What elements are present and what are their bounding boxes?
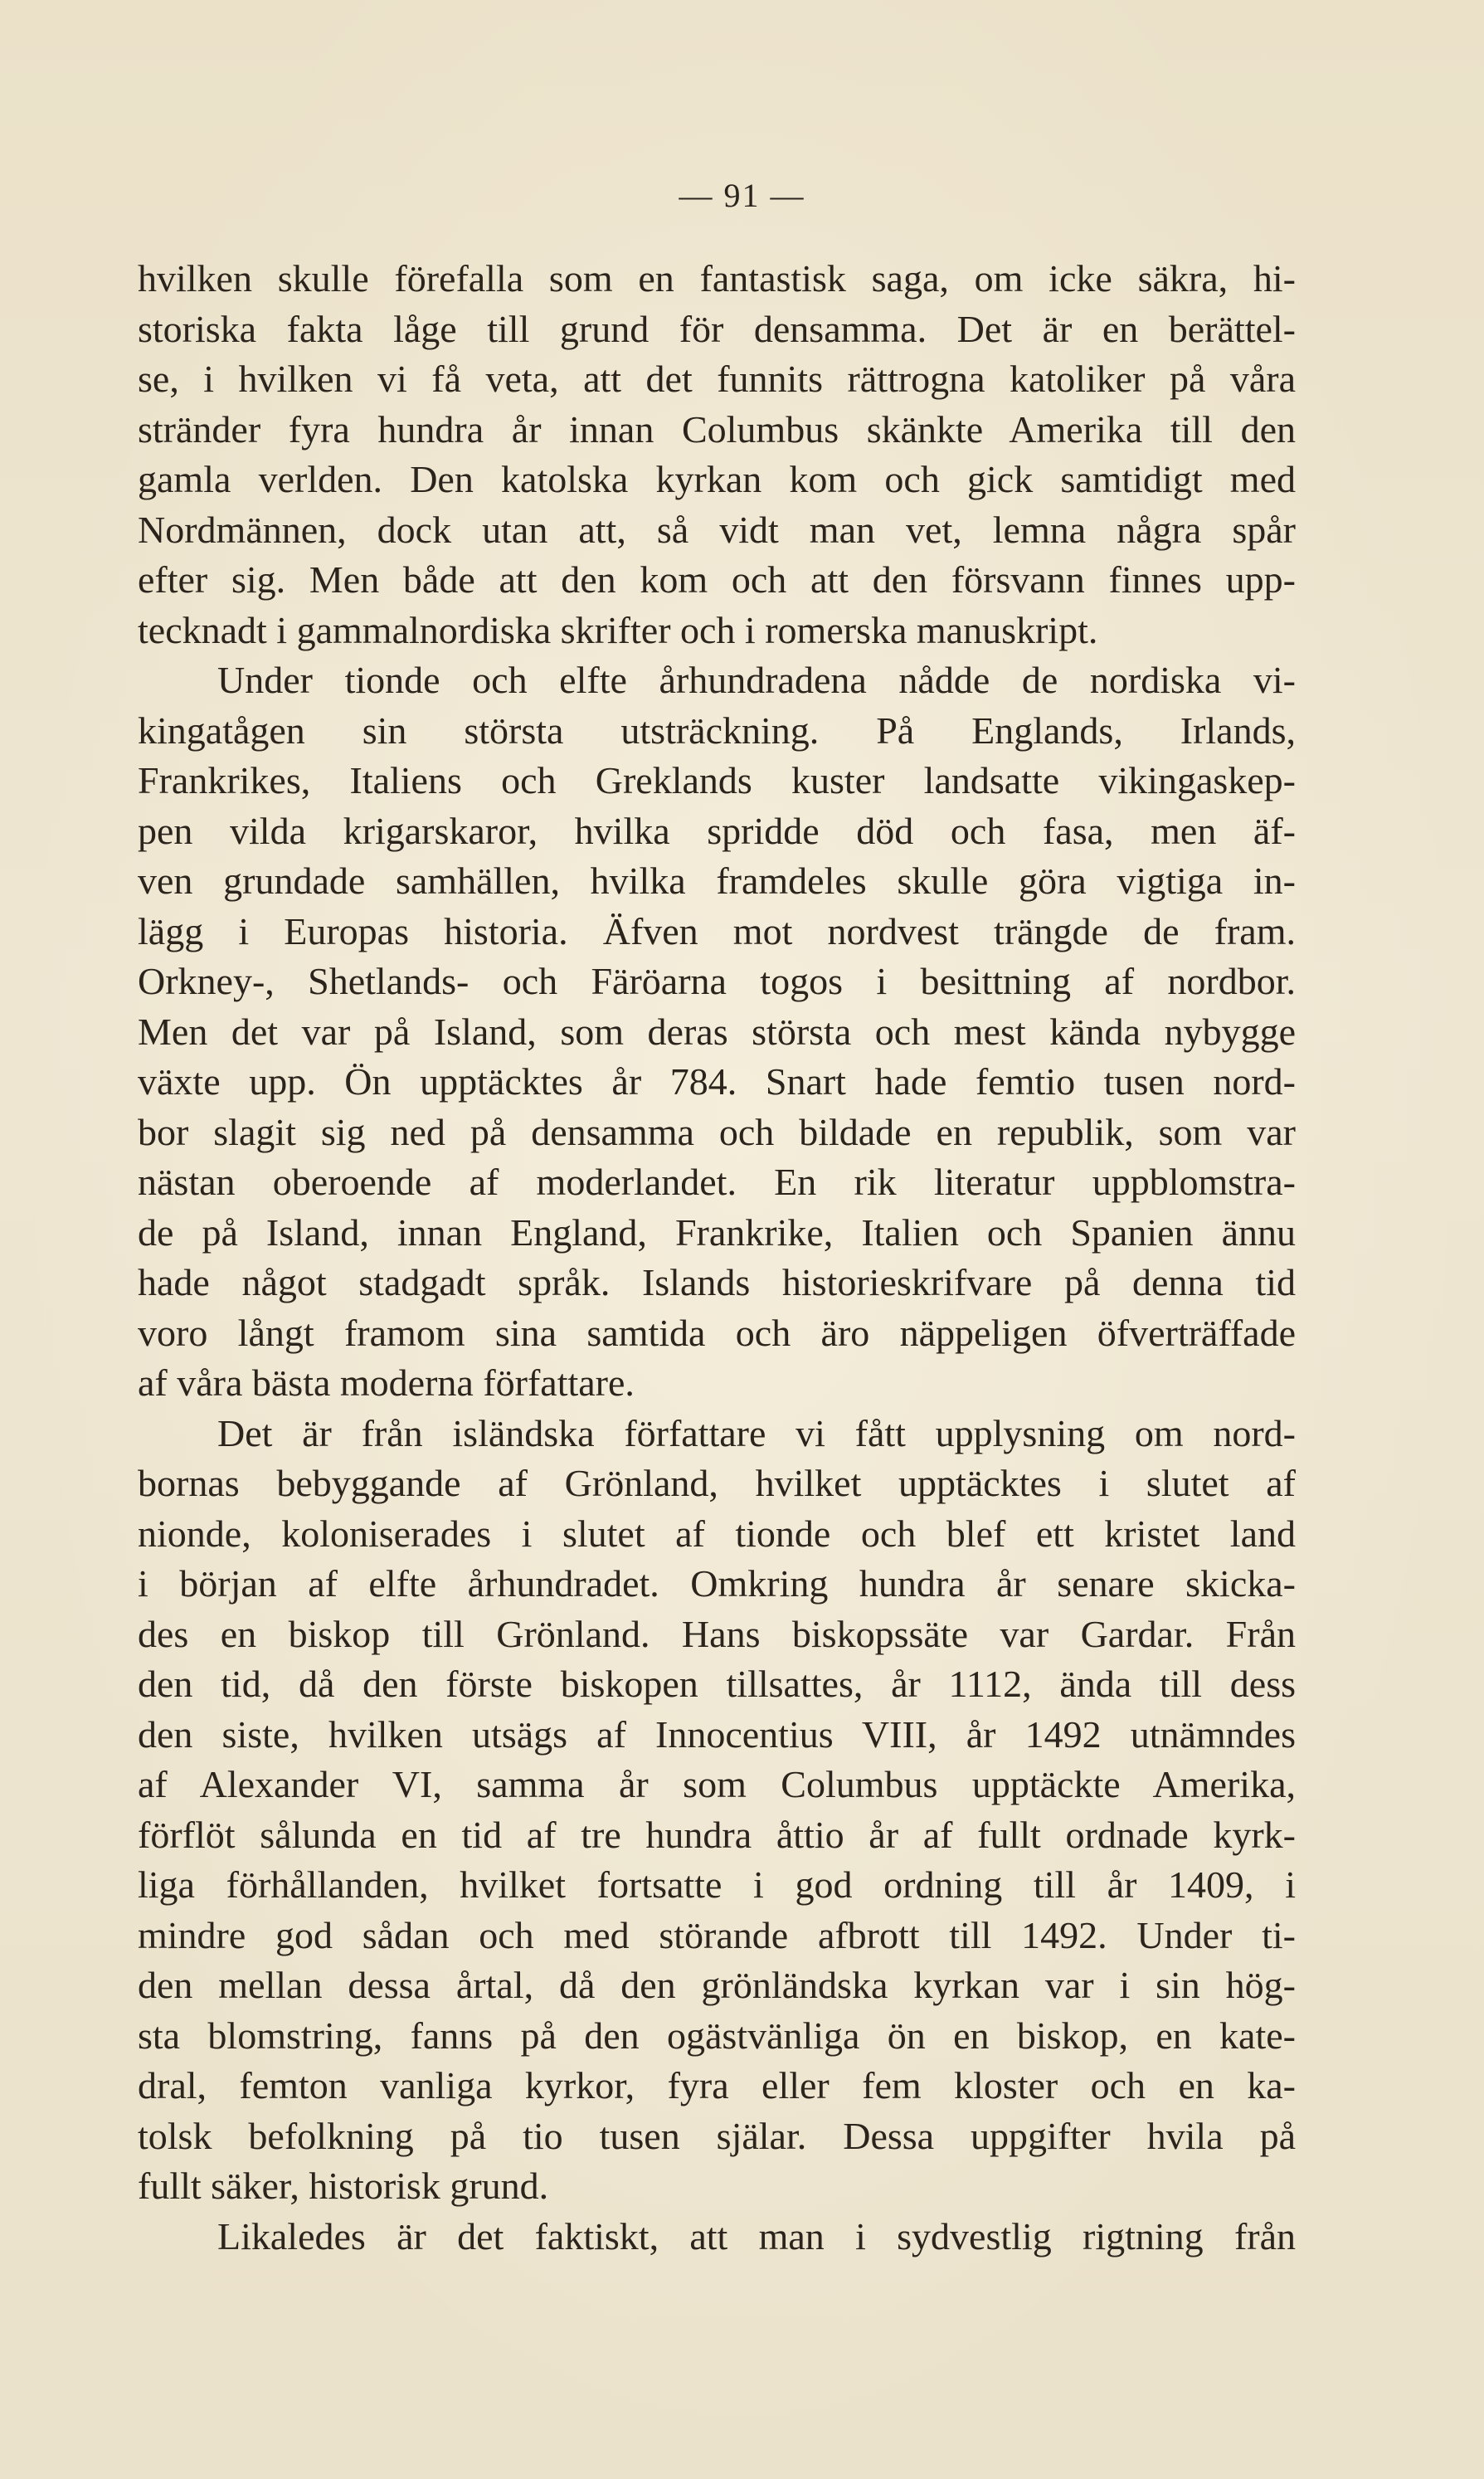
text-line: de på Island, innan England, Frankrike, Italien och Spanien ännu xyxy=(138,1210,1296,1254)
text-line: stränder fyra hundra år innan Columbus skänkte Amerika till den xyxy=(138,407,1296,451)
text-line: sta blomstring, fanns på den ogästvänliga ön en biskop, en kate- xyxy=(138,2014,1296,2057)
text-line: kingatågen sin största utsträckning. På Englands, Irlands, xyxy=(138,709,1296,752)
text-line: den mellan dessa årtal, då den grönländska kyrkan var i sin hög- xyxy=(138,1964,1296,2006)
text-line: efter sig. Men både att den kom och att den försvann finnes upp- xyxy=(138,558,1296,601)
text-line: bornas bebyggande af Grönland, hvilket upptäcktes i slutet af xyxy=(138,1462,1296,1504)
text-line: den siste, hvilken utsägs af Innocentius VIII, år 1492 utnämndes xyxy=(138,1712,1296,1756)
text-line: Frankrikes, Italiens och Greklands kuster landsatte vikingaskep- xyxy=(138,759,1296,801)
text-line: gamla verlden. Den katolska kyrkan kom och gick samtidigt med xyxy=(138,458,1296,500)
text-line: bor slagit sig ned på densamma och bildade en republik, som var xyxy=(138,1110,1296,1153)
text-line: fullt säker, historisk grund. xyxy=(138,2165,549,2207)
text-line: pen vilda krigarskaror, hvilka spridde död och fasa, men äf- xyxy=(138,809,1296,852)
text-line: förflöt sålunda en tid af tre hundra åttio år af fullt ordnade kyrk- xyxy=(138,1813,1296,1856)
text-line: Orkney-, Shetlands- och Färöarna togos i besittning af nordbor. xyxy=(138,960,1296,1002)
text-line: lägg i Europas historia. Äfven mot nordvest trängde de fram. xyxy=(138,909,1296,952)
text-line: nionde, koloniserades i slutet af tionde och blef ett kristet land xyxy=(138,1512,1296,1555)
text-line: Under tionde och elfte århundradena nådde de nordiska vi- xyxy=(217,659,1296,701)
text-line: storiska fakta låge till grund för densamma. Det är en berättel- xyxy=(138,307,1296,350)
text-line: mindre god sådan och med störande afbrott till 1492. Under ti- xyxy=(138,1913,1296,1956)
text-line: växte upp. Ön upptäcktes år 784. Snart hade femtio tusen nord- xyxy=(138,1060,1296,1103)
text-line: af Alexander VI, samma år som Columbus upptäckte Amerika, xyxy=(138,1763,1296,1805)
text-line: i början af elfte århundradet. Omkring hundra år senare skicka- xyxy=(138,1562,1296,1605)
text-line: hvilken skulle förefalla som en fantastisk saga, om icke säkra, hi- xyxy=(138,257,1296,300)
page-number: — 91 — xyxy=(679,177,805,214)
text-line: hade något stadgadt språk. Islands historieskrifvare på denna tid xyxy=(138,1261,1296,1303)
text-line: ven grundade samhällen, hvilka framdeles skulle göra vigtiga in- xyxy=(138,860,1296,902)
text-line: Men det var på Island, som deras största och mest kända nybygge xyxy=(138,1010,1296,1053)
text-line: den tid, då den förste biskopen tillsattes, år 1112, ända till dess xyxy=(138,1663,1296,1705)
text-line: nästan oberoende af moderlandet. En rik literatur uppblomstra- xyxy=(138,1161,1296,1203)
text-line: liga förhållanden, hvilket fortsatte i god ordning till år 1409, i xyxy=(138,1863,1296,1906)
body-text xyxy=(138,254,1296,2262)
text-line: des en biskop till Grönland. Hans biskopssäte var Gardar. Från xyxy=(138,1612,1296,1655)
text-line: af våra bästa moderna författare. xyxy=(138,1361,635,1404)
text-line: Likaledes är det faktiskt, att man i sydvestlig rigtning från xyxy=(217,2214,1296,2257)
text-line: Det är från isländska författare vi fått upplysning om nord- xyxy=(217,1411,1296,1454)
text-line: Nordmännen, dock utan att, så vidt man vet, lemna några spår xyxy=(138,508,1296,551)
text-line: voro långt framom sina samtida och äro näppeligen öfverträffade xyxy=(138,1311,1296,1354)
text-line: tolsk befolkning på tio tusen själar. Dessa uppgifter hvila på xyxy=(138,2114,1296,2157)
text-line: tecknadt i gammalnordiska skrifter och i romerska manuskript. xyxy=(138,608,1098,651)
text-line: se, i hvilken vi få veta, att det funnits rättrogna katoliker på våra xyxy=(138,358,1296,400)
text-line: dral, femton vanliga kyrkor, fyra eller fem kloster och en ka- xyxy=(138,2064,1296,2106)
